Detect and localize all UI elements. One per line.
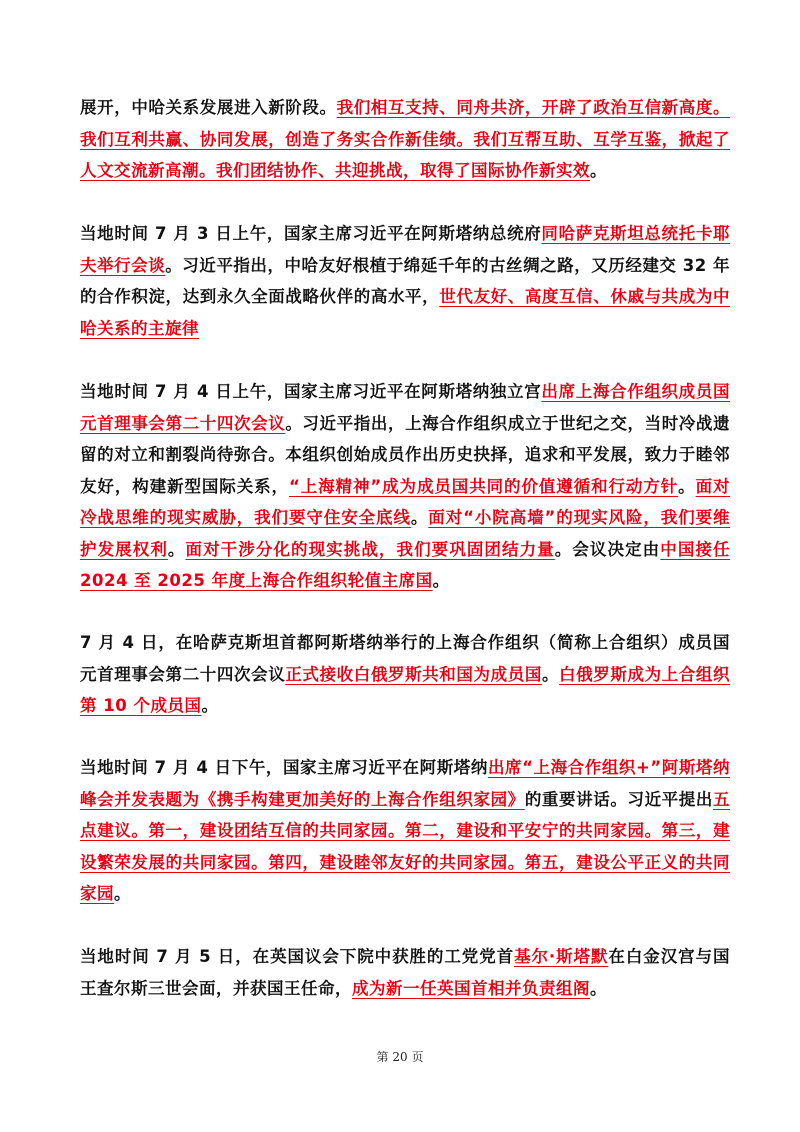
body-text: 。习近平指出，中哈友好根植于绵延千年的古丝绸之路，又历经建交 32 年的合作积淀，达到永久全面战略伙伴的高水平， xyxy=(80,255,731,306)
body-text: 7 月 4 日，在哈萨克斯坦首都阿斯塔纳举行的上海合作组织（简称上合组织）成员国元首理事会第二十四次会议 xyxy=(80,633,730,684)
body-text: 当地时间 7 月 5 日，在英国议会下院中获胜的工党党首 xyxy=(80,947,515,966)
highlighted-text: 同哈萨克斯坦总统托卡耶夫举行会谈 xyxy=(80,224,730,275)
highlighted-text: 面对干涉分化的现实挑战，我们要巩固团结力量 xyxy=(185,539,555,559)
paragraph-6 xyxy=(80,941,730,1004)
body-text: 。会议决定由 xyxy=(554,539,661,559)
body-text: 。 xyxy=(201,696,219,715)
highlighted-text: 我们相互支持、同舟共济，开辟了政治互信新高度。我们互利共赢、协同发展，创造了务实合作新佳绩。我们互帮互助、互学互鉴，掀起了人文交流新高潮。我们团结协作、共迎挑战，取得了国际协作新实效 xyxy=(80,98,731,180)
body-text: 。 xyxy=(678,476,696,496)
highlighted-text: 正式接收白俄罗斯共和国为成员国 xyxy=(285,664,542,684)
body-text: 在白金汉宫与国王查尔斯三世会面，并获国王任命， xyxy=(80,947,730,998)
highlighted-text: 出席上海合作组织成员国元首理事会第二十四次会议 xyxy=(80,382,730,433)
paragraph-4 xyxy=(80,627,730,722)
paragraph-3 xyxy=(80,376,730,597)
highlighted-text: 世代友好、高度互信、休戚与共成为中哈关系的主旋律 xyxy=(80,287,731,338)
highlighted-text: 成为新一任英国首相并负责组阁 xyxy=(352,978,590,998)
highlighted-text: “上海精神”成为成员国共同的价值遵循和行动方针 xyxy=(288,476,679,496)
body-text: 展开，中哈关系发展进入新阶段。 xyxy=(80,98,337,117)
highlighted-text: 五点建议。第一，建设团结互信的共同家园。第二，建设和平安宁的共同家园。第三，建设繁荣发展的共同家园。第四，建设睦邻友好的共同家园。第五，建设公平正义的共同家园 xyxy=(80,789,731,903)
highlighted-text: 面对冷战思维的现实威胁，我们要守住安全底线 xyxy=(80,476,731,527)
body-text: 。 xyxy=(114,884,131,903)
highlighted-text: 白俄罗斯成为上合组织第 10 个成员国 xyxy=(80,664,731,715)
body-text: 。 xyxy=(590,161,607,180)
body-text: 。 xyxy=(541,664,560,684)
paragraph-2 xyxy=(80,218,730,344)
body-text: 。 xyxy=(590,978,607,998)
highlighted-text: 出席“上海合作组织+”阿斯塔纳峰会并发表题为《携手构建更加美好的上海合作组织家园》 xyxy=(80,758,730,809)
body-text: 。 xyxy=(432,571,450,590)
body-text: 当地时间 7 月 4 日下午，国家主席习近平在阿斯塔纳 xyxy=(80,758,488,777)
paragraph-1 xyxy=(80,92,730,187)
highlighted-text: 基尔·斯塔默 xyxy=(514,947,609,966)
highlighted-text: 面对“小院高墙”的现实风险，我们要维护发展权利 xyxy=(80,508,730,559)
highlighted-text: 中国接任 2024 至 2025 年度上海合作组织轮值主席国 xyxy=(80,539,731,590)
body-text: 。 xyxy=(410,508,429,527)
page-number: 第 20 页 xyxy=(376,1050,424,1064)
body-text: 当地时间 7 月 4 日上午，国家主席习近平在阿斯塔纳独立宫 xyxy=(80,382,542,401)
paragraph-5 xyxy=(80,752,730,910)
body-text: 当地时间 7 月 3 日上午，国家主席习近平在阿斯塔纳总统府 xyxy=(80,224,542,243)
body-text: 。习近平指出，上海合作组织成立于世纪之交，当时冷战遗留的对立和割裂尚待弥合。本组织创始成员作出历史抉择，追求和平发展，致力于睦邻友好，构建新型国际关系， xyxy=(80,413,731,496)
body-text: 的重要讲话。习近平提出 xyxy=(524,789,714,809)
body-text: 。 xyxy=(167,539,186,559)
